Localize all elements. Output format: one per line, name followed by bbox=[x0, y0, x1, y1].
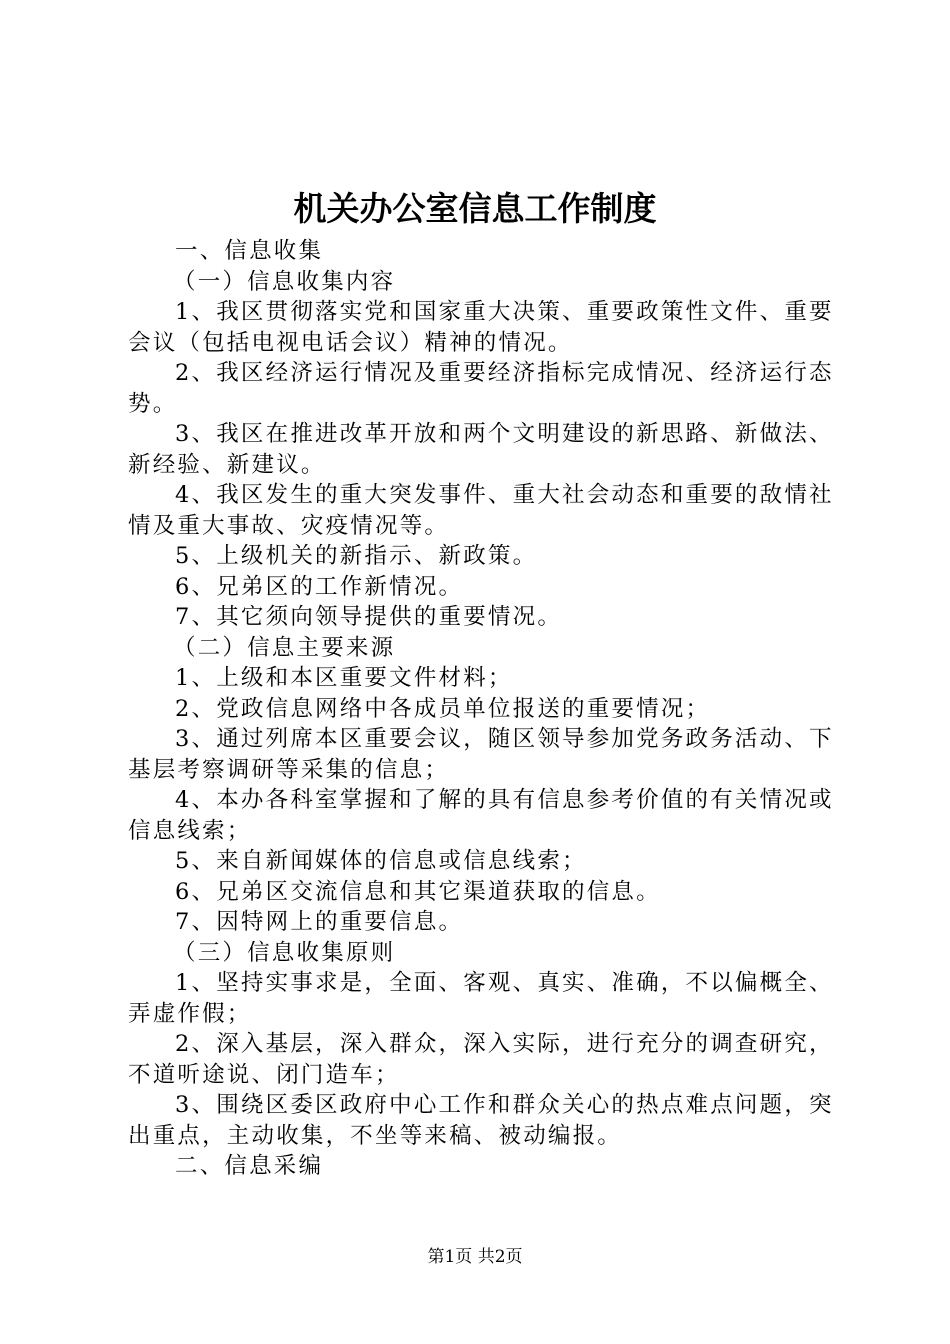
list-item: 2、深入基层，深入群众，深入实际，进行充分的调查研究，不道听途说、闭门造车； bbox=[128, 1031, 834, 1088]
list-item: 6、兄弟区交流信息和其它渠道获取的信息。 bbox=[175, 878, 661, 905]
list-item: 1、上级和本区重要文件材料； bbox=[175, 665, 513, 691]
list-item: 2、党政信息网络中各成员单位报送的重要情况； bbox=[175, 695, 711, 722]
subsection-heading: （三）信息收集原则 bbox=[173, 939, 396, 966]
list-item: 2、我区经济运行情况及重要经济指标完成情况、经济运行态势。 bbox=[128, 360, 834, 417]
section-heading: 一、信息收集 bbox=[175, 238, 324, 264]
list-item: 1、坚持实事求是，全面、客观、真实、准确，不以偏概全、弄虚作假； bbox=[128, 970, 834, 1027]
document-body bbox=[128, 236, 838, 1182]
document-title: 机关办公室信息工作制度 bbox=[293, 189, 657, 228]
subsection-heading: （一）信息收集内容 bbox=[173, 268, 396, 295]
subsection-heading: （二）信息主要来源 bbox=[173, 634, 396, 661]
list-item: 6、兄弟区的工作新情况。 bbox=[175, 573, 464, 600]
list-item: 5、来自新闻媒体的信息或信息线索； bbox=[175, 848, 587, 874]
page-number-footer: 第1页 共2页 bbox=[427, 1247, 523, 1267]
list-item: 1、我区贯彻落实党和国家重大决策、重要政策性文件、重要会议（包括电视电话会议）精神的情况。 bbox=[128, 299, 834, 356]
list-item: 7、其它须向领导提供的重要情况。 bbox=[175, 604, 563, 630]
section-heading: 二、信息采编 bbox=[175, 1153, 324, 1179]
list-item: 3、围绕区委区政府中心工作和群众关心的热点难点问题，突出重点，主动收集，不坐等来稿、被动编报。 bbox=[128, 1092, 834, 1149]
list-item: 4、本办各科室掌握和了解的具有信息参考价值的有关情况或信息线索； bbox=[128, 787, 834, 844]
list-item: 3、我区在推进改革开放和两个文明建设的新思路、新做法、新经验、新建议。 bbox=[128, 421, 834, 478]
list-item: 4、我区发生的重大突发事件、重大社会动态和重要的敌情社情及重大事故、灾疫情况等。 bbox=[128, 482, 834, 539]
list-item: 3、通过列席本区重要会议，随区领导参加党务政务活动、下基层考察调研等采集的信息； bbox=[128, 726, 834, 783]
list-item: 5、上级机关的新指示、新政策。 bbox=[175, 543, 538, 569]
list-item: 7、因特网上的重要信息。 bbox=[175, 909, 464, 935]
